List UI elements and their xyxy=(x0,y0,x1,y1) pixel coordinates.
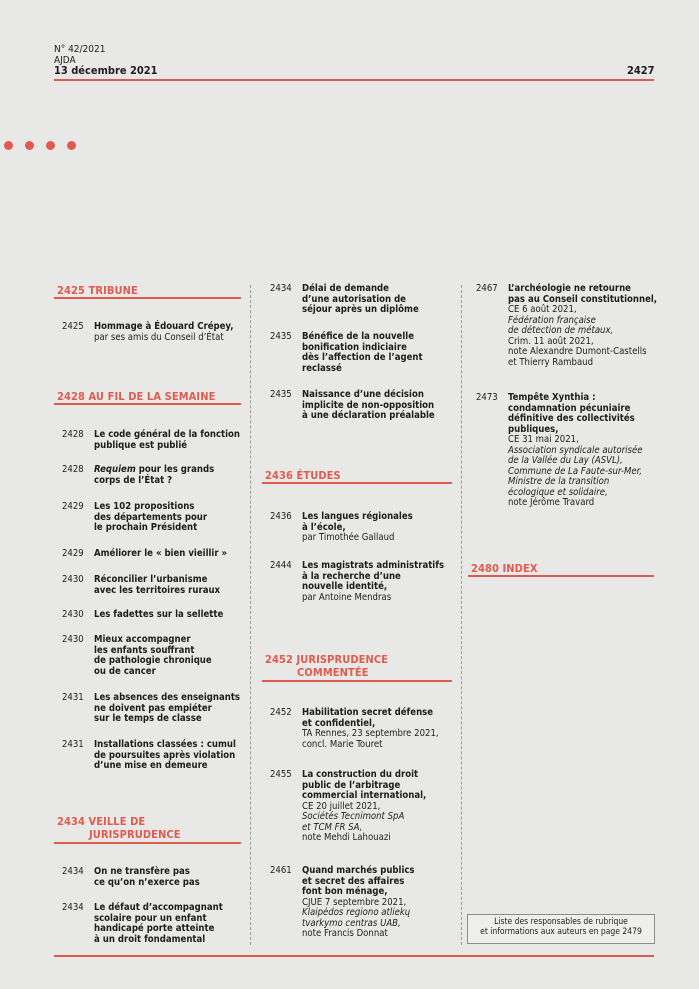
header-rule xyxy=(54,79,654,81)
toc-entry[interactable]: 2430 Les fadettes sur la sellette xyxy=(62,609,224,620)
toc-entry[interactable]: 2467 L’archéologie ne retourne pas au Conseil constitutionnel, CE 6 août 2021, Fédération française de détection de métaux, Crim. 11 août 2021, note Alexandre Dumont-Castells et Thierry Rambaud xyxy=(476,283,658,368)
section-index[interactable]: 2480 INDEX xyxy=(471,562,538,575)
decorative-dots xyxy=(4,135,88,154)
column-divider xyxy=(250,285,252,945)
section-rule xyxy=(54,297,241,299)
toc-entry[interactable]: 2434 Délai de demande d’une autorisation de séjour après un diplôme xyxy=(270,283,419,315)
dot-icon xyxy=(25,141,34,150)
section-rule xyxy=(262,482,452,484)
section-veille-de-jurisprudence[interactable]: 2434 VEILLE DE JURISPRUDENCE xyxy=(57,815,181,841)
toc-entry[interactable]: 2429 Les 102 propositions des départements pour le prochain Président xyxy=(62,501,208,533)
dot-icon xyxy=(4,141,13,150)
authors-info-box: Liste des responsables de rubrique et informations aux auteurs en page 2479 xyxy=(467,914,655,944)
toc-entry[interactable]: 2434 Le défaut d’accompagnant scolaire pour un enfant handicapé porte atteinte à un droit fondamental xyxy=(62,902,223,945)
footer-rule xyxy=(54,955,654,957)
issue-date: 13 décembre 2021 xyxy=(54,64,158,77)
journal-name: AJDA xyxy=(54,55,76,66)
toc-entry[interactable]: 2430 Mieux accompagner les enfants souffrant de pathologie chronique ou de cancer xyxy=(62,634,212,677)
section-tribune[interactable]: 2425 TRIBUNE xyxy=(57,284,138,297)
section-au-fil-de-la-semaine[interactable]: 2428 AU FIL DE LA SEMAINE xyxy=(57,390,216,403)
toc-entry[interactable]: 2444 Les magistrats administratifs à la recherche d’une nouvelle identité, par Antoine Mendras xyxy=(270,560,445,603)
toc-entry[interactable]: 2430 Réconcilier l’urbanisme avec les territoires ruraux xyxy=(62,574,221,596)
toc-entry[interactable]: 2431 Installations classées : cumul de poursuites après violation d’une mise en demeure xyxy=(62,739,236,771)
dot-icon xyxy=(46,141,55,150)
toc-entry[interactable]: 2435 Naissance d’une décision implicite de non-opposition à une déclaration préalable xyxy=(270,389,435,421)
toc-entry[interactable]: 2461 Quand marchés publics et secret des affaires font bon ménage, CJUE 7 septembre 2021, Klaipėdos regiono atliekų tvarkymo centras UAB, note Francis Donnat xyxy=(270,865,415,939)
toc-entry[interactable]: 2428 Le code général de la fonction publique est publié xyxy=(62,429,240,451)
toc-entry[interactable]: 2436 Les langues régionales à l’école, par Timothée Gallaud xyxy=(270,511,413,543)
toc-entry[interactable]: 2452 Habilitation secret défense et confidentiel, TA Rennes, 23 septembre 2021, concl. Marie Touret xyxy=(270,707,439,750)
section-etudes[interactable]: 2436 ÉTUDES xyxy=(265,469,341,482)
section-jurisprudence-commentee[interactable]: 2452 JURISPRUDENCE COMMENTÉE xyxy=(265,653,389,679)
toc-entry[interactable]: 2431 Les absences des enseignants ne doivent pas empiéter sur le temps de classe xyxy=(62,692,240,724)
toc-entry[interactable]: 2435 Bénéfice de la nouvelle bonification indiciaire dès l’affection de l’agent reclassé xyxy=(270,331,423,374)
dot-icon xyxy=(67,141,76,150)
toc-entry[interactable]: 2473 Tempête Xynthia : condamnation pécuniaire définitive des collectivités publiques, CE 31 mai 2021, Association syndicale autorisée de la Vallée du Lay (ASVL), Commune de La Faute-sur-Mer, Ministre de la transition écologique et solidaire, note Jérôme Travard xyxy=(476,392,643,508)
toc-entry[interactable]: 2455 La construction du droit public de l’arbitrage commercial international, CE 20 juillet 2021, Sociétés Tecnimont SpA et TCM FR SA, note Mehdi Lahouazi xyxy=(270,769,427,843)
section-rule xyxy=(468,575,654,577)
toc-entry[interactable]: 2429 Améliorer le « bien vieillir » xyxy=(62,548,228,559)
toc-entry[interactable]: 2434 On ne transfère pas ce qu’on n’exerce pas xyxy=(62,866,200,888)
toc-entry[interactable]: 2425 Hommage à Édouard Crépey, par ses amis du Conseil d’État xyxy=(62,321,234,343)
section-rule xyxy=(262,680,452,682)
issue-number: N° 42/2021 xyxy=(54,44,106,55)
toc-entry[interactable]: 2428 Requiem pour les grands corps de l’État ? xyxy=(62,464,215,486)
section-rule xyxy=(54,403,241,405)
section-rule xyxy=(54,842,241,844)
column-divider xyxy=(461,285,463,945)
page-number: 2427 xyxy=(627,64,655,77)
